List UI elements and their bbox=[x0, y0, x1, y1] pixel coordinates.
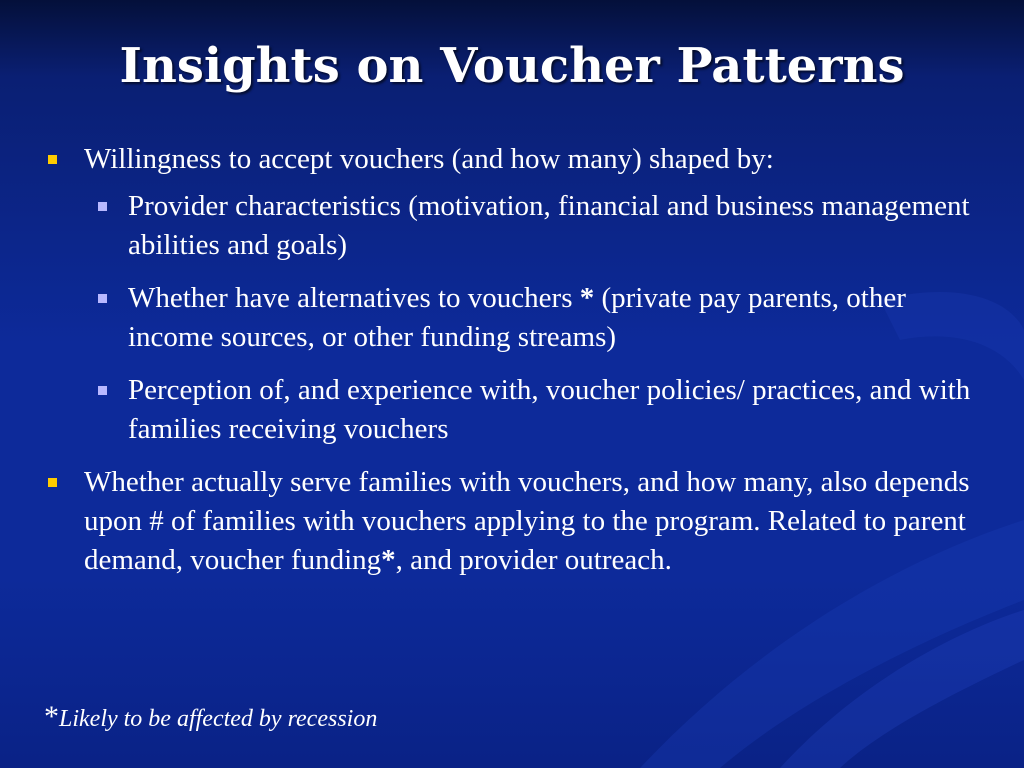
footnote bbox=[44, 700, 377, 734]
list-item bbox=[44, 279, 984, 357]
list-item bbox=[44, 463, 984, 580]
bullet-square-icon bbox=[48, 478, 57, 487]
slide-title: Insights on Voucher Patterns bbox=[119, 38, 905, 94]
asterisk-mark: * bbox=[579, 282, 595, 314]
sub-bullet-square-icon bbox=[98, 294, 107, 303]
sub-bullet-square-icon bbox=[98, 202, 107, 211]
asterisk-mark: * bbox=[381, 544, 396, 576]
sub-bullet-text: Perception of, and experience with, voucher policies/ practices, and with families receiving vouchers bbox=[128, 374, 971, 445]
sub-bullet-square-icon bbox=[98, 386, 107, 395]
sub-bullet-text: Provider characteristics (motivation, financial and business management abilities and goals) bbox=[128, 190, 970, 261]
bullet-text: Willingness to accept vouchers (and how many) shaped by: bbox=[84, 143, 774, 175]
bullet-text: , and provider outreach. bbox=[395, 544, 672, 576]
footnote-text: Likely to be affected by recession bbox=[59, 706, 378, 732]
footnote-asterisk: * bbox=[44, 700, 59, 733]
sub-bullet-text: Whether have alternatives to vouchers bbox=[128, 282, 580, 314]
bullet-text: Whether actually serve families with vouchers, and how many, also depends upon # of families with vouchers applying to the program. Related to parent demand, voucher funding bbox=[84, 466, 970, 576]
list-item bbox=[44, 140, 984, 179]
bullet-square-icon bbox=[48, 155, 57, 164]
list-item bbox=[44, 371, 984, 449]
sub-bullet-text: (private pay parents, other income sources, or other funding streams) bbox=[128, 282, 906, 353]
bullet-list bbox=[44, 140, 984, 588]
list-item bbox=[44, 187, 984, 265]
